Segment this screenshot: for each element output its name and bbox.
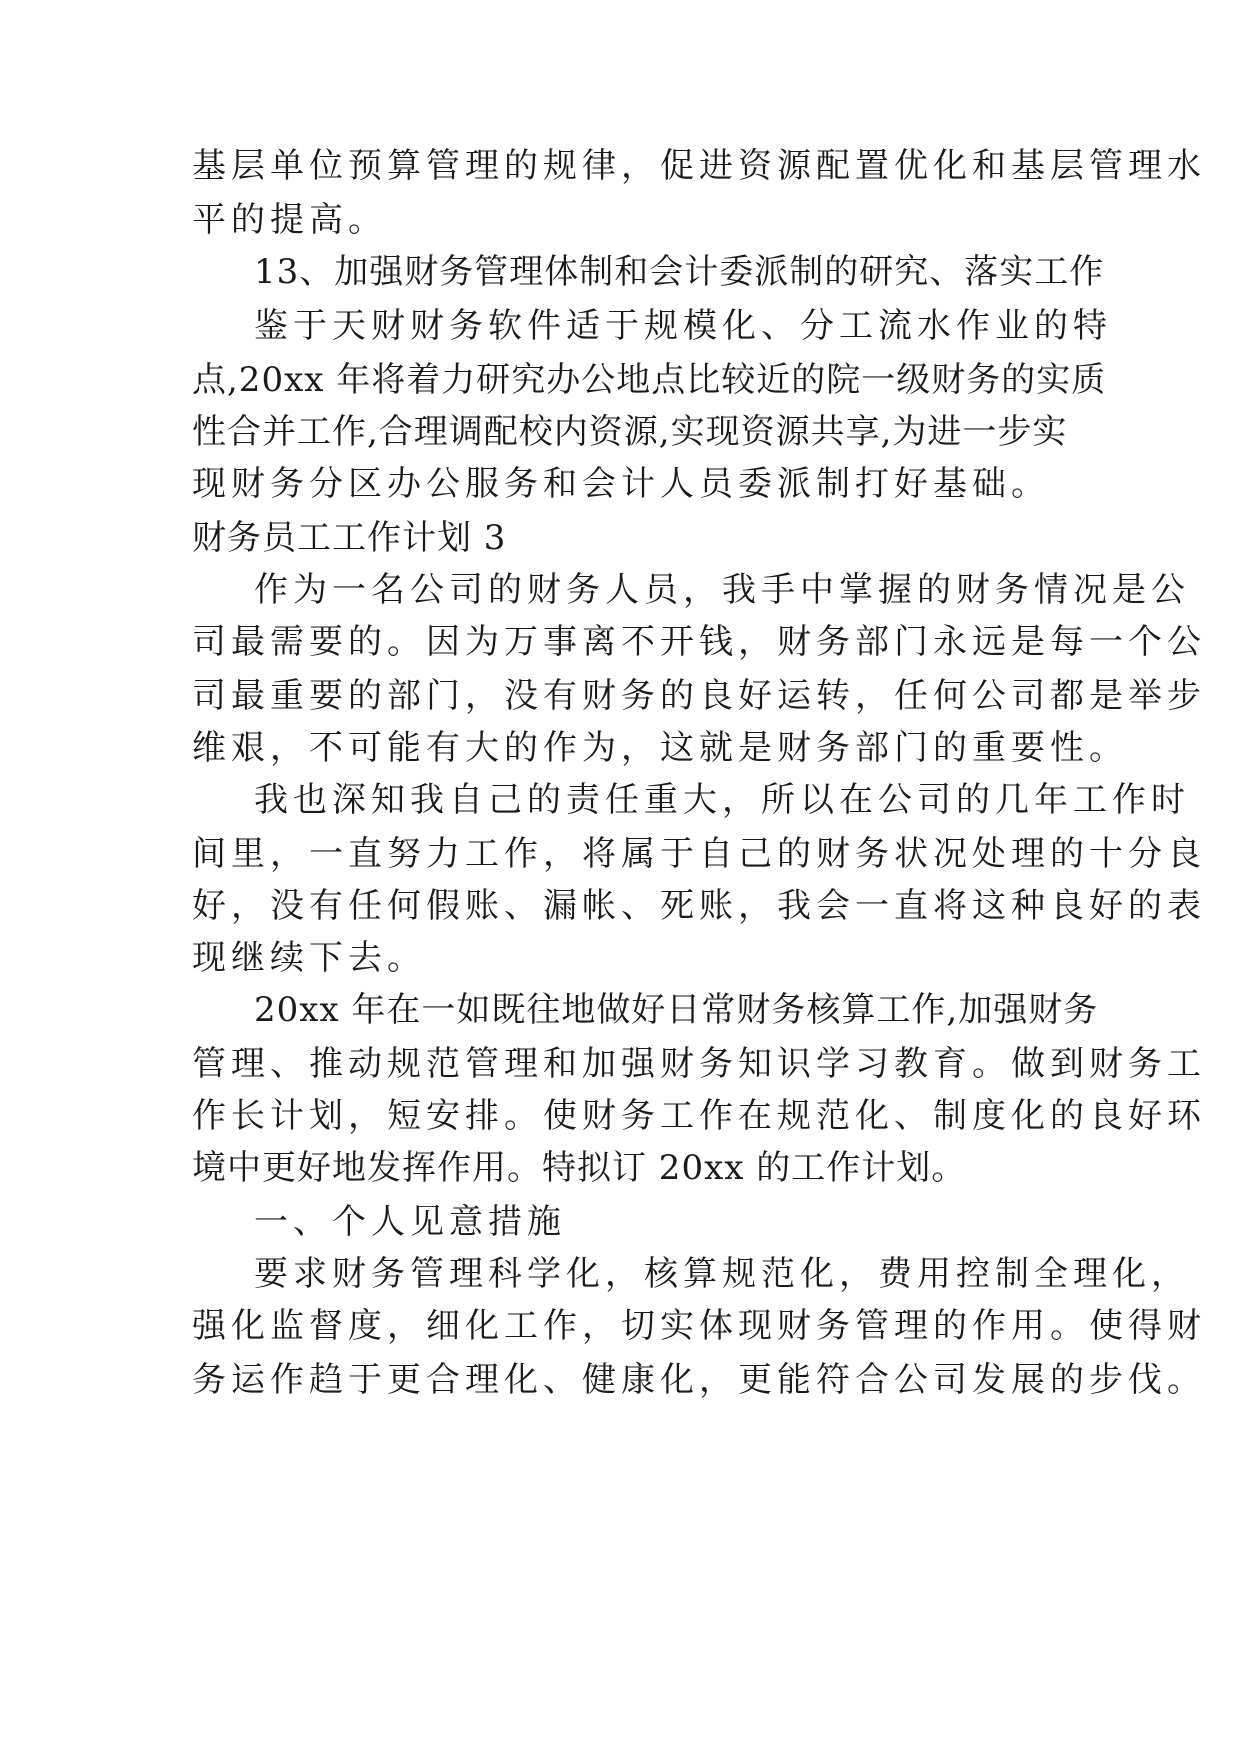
body-line: 间里，一直努力工作，将属于自己的财务状况处理的十分良 <box>192 834 1206 874</box>
section-heading: 13、加强财务管理体制和会计委派制的研究、落实工作 <box>254 252 1105 292</box>
body-line: 要求财务管理科学化，核算规范化，费用控制全理化， <box>254 1254 1190 1294</box>
body-line: 现财务分区办公服务和会计人员委派制打好基础。 <box>192 464 1050 504</box>
body-line: 性合并工作,合理调配校内资源,实现资源共享,为进一步实 <box>192 412 1068 452</box>
body-line: 鉴于天财财务软件适于规模化、分工流水作业的特 <box>254 306 1112 346</box>
body-line: 司最需要的。因为万事离不开钱，财务部门永远是每一个公 <box>192 622 1206 662</box>
body-line: 强化监督度，细化工作，切实体现财务管理的作用。使得财 <box>192 1306 1206 1346</box>
body-line: 好，没有任何假账、漏帐、死账，我会一直将这种良好的表 <box>192 886 1206 926</box>
body-line: 维艰，不可能有大的作为，这就是财务部门的重要性。 <box>192 728 1128 768</box>
body-line: 管理、推动规范管理和加强财务知识学习教育。做到财务工 <box>192 1044 1206 1084</box>
body-line: 司最重要的部门，没有财务的良好运转，任何公司都是举步 <box>192 676 1206 716</box>
body-line: 基层单位预算管理的规律，促进资源配置优化和基层管理水 <box>192 146 1206 186</box>
body-line: 20xx 年在一如既往地做好日常财务核算工作,加强财务 <box>254 990 1099 1030</box>
document-heading: 财务员工工作计划 3 <box>192 518 507 558</box>
body-line: 作为一名公司的财务人员，我手中掌握的财务情况是公 <box>254 570 1190 610</box>
body-line: 境中更好地发挥作用。特拟订 20xx 的工作计划。 <box>192 1148 967 1188</box>
body-line: 务运作趋于更合理化、健康化，更能符合公司发展的步伐。 <box>192 1360 1206 1400</box>
body-line: 作长计划，短安排。使财务工作在规范化、制度化的良好环 <box>192 1096 1206 1136</box>
body-line: 点,20xx 年将着力研究办公地点比较近的院一级财务的实质 <box>192 360 1107 400</box>
body-line: 平的提高。 <box>192 200 387 240</box>
section-heading: 一、个人见意措施 <box>254 1202 566 1242</box>
body-line: 现继续下去。 <box>192 938 426 978</box>
body-line: 我也深知我自己的责任重大，所以在公司的几年工作时 <box>254 780 1190 820</box>
